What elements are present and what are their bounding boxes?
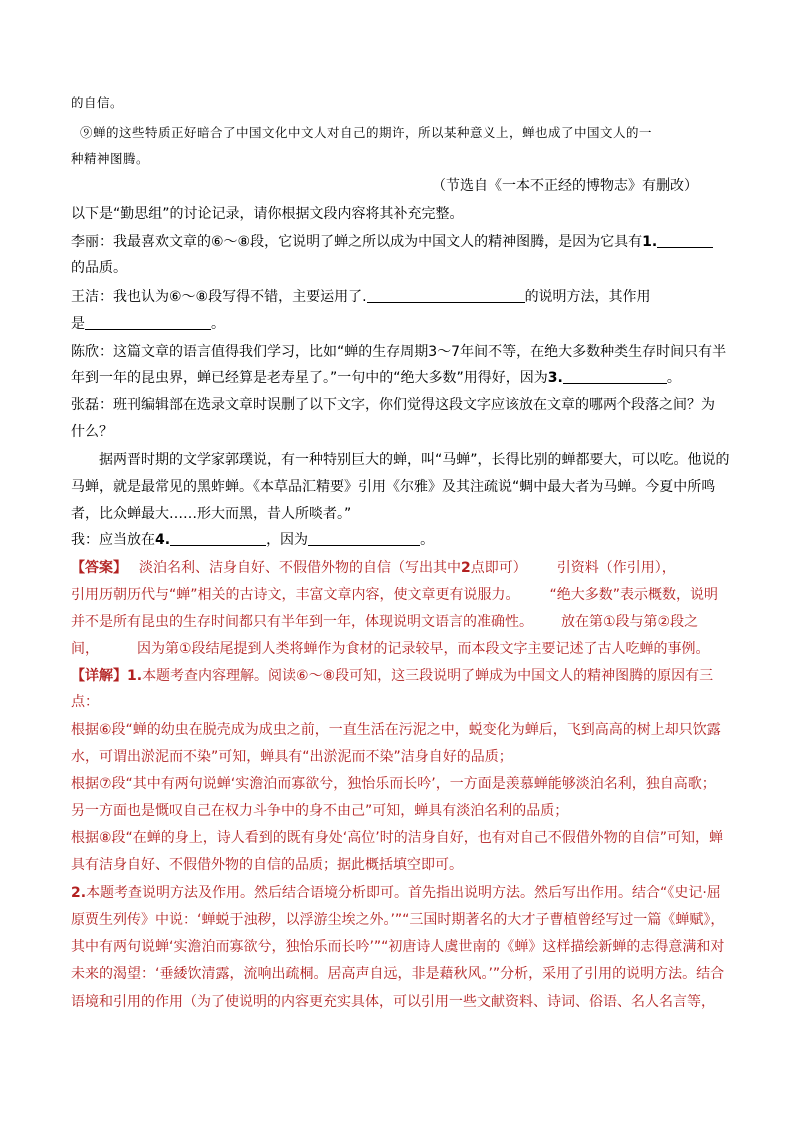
chenxin-line-2	[71, 368, 731, 388]
detail-2: 本题考查说明方法及作用。然后结合语境分析即可。首先指出说明方法。然后写出作用。结合“《史记·屈	[86, 885, 721, 901]
detail-1: 本题考查内容理解。阅读⑥～⑧段可知，这三段说明了蝉成为中国文人的精神图腾的原因有三	[142, 668, 714, 684]
detail-line-3: 根据⑥段“蝉的幼虫在脱壳成为成虫之前，一直生活在污泥之中，蜕变化为蝉后，飞到高高的树上却只饮露	[71, 722, 721, 738]
task-intro: 以下是“勤思组”的讨论记录，请你根据文段内容将其补充完整。	[71, 206, 464, 222]
detail-line-10: 原贾生列传》中说：‘蝉蜕于浊秽，以浮游尘埃之外。’”“三国时期著名的大才子曹植曾经写过一篇《蝉赋》，	[71, 912, 725, 928]
wangjie-text-4: 。	[211, 316, 225, 332]
wangjie-text-2: 的说明方法，其作用	[524, 289, 651, 305]
blank-2[interactable]	[367, 288, 525, 303]
blank-1[interactable]	[657, 233, 713, 248]
answer-line-4	[71, 639, 731, 659]
wangjie-line-1	[71, 287, 731, 307]
detail-line-5: 根据⑦段“其中有两句说蝉‘实澹泊而寡欲兮，独怡乐而长吟’，一方面是羡慕蝉能够淡泊名利，独自高歌；	[71, 776, 716, 792]
wangjie-text-3: 是	[71, 316, 85, 332]
wangjie-line-2	[71, 314, 731, 334]
chenxin-line-1: 陈欣：这篇文章的语言值得我们学习，比如“蝉的生存周期3～7年间不等，在绝大多数种类生存时间只有半	[71, 344, 727, 360]
blank-1-number: 1.	[642, 234, 658, 250]
detail-line-11: 其中有两句说蝉‘实澹泊而寡欲兮，独怡乐而长吟’”“初唐诗人虞世南的《蝉》这样描绘新蝉的志得意满和对	[71, 939, 725, 955]
detail-line-2: 点：	[71, 694, 99, 710]
deleted-text-line-1: 据两晋时期的文学家郭璞说，有一种特别巨大的蝉，叫“马蝉”，长得比别的蝉都要大，可以吃。他说的	[99, 452, 730, 468]
detail-line-1	[71, 666, 731, 686]
my-answer-line	[71, 530, 731, 550]
answer-4: 放在第①段与第②段之	[561, 614, 699, 630]
detail-line-12: 未来的渴望：‘垂緌饮清露，流响出疏桐。居高声自远，非是藉秋风。’”分析，采用了引用的说明方法。结合	[71, 966, 725, 982]
blank-3[interactable]	[563, 369, 667, 384]
detail-line-4: 水，可谓出淤泥而不染”可知，蝉具有“出淤泥而不染”洁身自好的品质；	[71, 749, 513, 765]
wangjie-text: 王洁：我也认为⑥～⑧段写得不错，主要运用了	[71, 289, 363, 305]
answer-2-detail: 引用历朝历代与“蝉”相关的古诗文，丰富文章内容，使文章更有说服力。	[71, 587, 520, 603]
detail-line-13: 语境和引用的作用（为了使说明的内容更充实具体，可以引用一些文献资料、诗词、俗语、名人名言等，	[71, 994, 715, 1010]
blank-3-number: 3.	[547, 370, 563, 386]
blank-4[interactable]	[170, 531, 266, 546]
passage-para-9-cont: 种精神图腾。	[71, 151, 150, 166]
blank-4-number: 4.	[155, 532, 171, 548]
answer-line-2	[71, 585, 731, 605]
passage-para-9: ⑨蝉的这些特质正好暗合了中国文化中文人对自己的期许，所以某种意义上，蝉也成了中国文人的一	[80, 125, 653, 140]
blank-2-number: .	[362, 289, 367, 305]
answer-1-tail: 点即可）	[470, 560, 527, 576]
chenxin-text-2: 。	[666, 370, 681, 386]
answer-4-detail: 因为第①段结尾提到人类将蝉作为食材的记录较早，而本段文字主要记述了古人吃蝉的事例。	[137, 641, 710, 657]
detail-line-9	[71, 883, 731, 903]
answer-1: 淡泊名利、洁身自好、不假借外物的自信（写出其中	[139, 560, 461, 576]
lili-text: 李丽：我最喜欢文章的⑥～⑧段，它说明了蝉之所以成为中国文人的精神图腾，是因为它具有	[71, 234, 643, 250]
lili-line-2: 的品质。	[71, 260, 127, 276]
detail-line-6: 另一方面也是慨叹自己在权力斗争中的身不由己”可知，蝉具有淡泊名利的品质；	[71, 803, 569, 819]
passage-source: （节选自《一本不正经的博物志》有删改）	[432, 178, 698, 194]
blank-2b[interactable]	[85, 315, 211, 330]
answer-line-1	[71, 558, 731, 578]
me-text-3: 。	[420, 532, 435, 548]
answer-3-detail: 并不是所有昆虫的生存时间都只有半年到一年，体现说明文语言的准确性。	[71, 614, 533, 630]
detail-2-number: 2.	[71, 885, 87, 901]
detail-1-number: 1.	[127, 668, 143, 684]
deleted-text-line-2: 马蝉，就是最常见的黑蚱蝉。《本草品汇精要》引用《尔雅》及其注疏说“蜩中最大者为马蝉。今夏中所鸣	[71, 479, 716, 495]
answer-4-a: 间，	[71, 641, 99, 657]
answer-line-3	[71, 612, 731, 632]
deleted-text-line-3: 者，比众蝉最大……形大而黑，昔人所啖者。”	[71, 506, 352, 522]
answer-1-count: 2	[461, 560, 471, 576]
me-text-2: ，因为	[266, 532, 309, 548]
answer-3: “绝大多数”表示概数，说明	[549, 587, 719, 603]
chenxin-text: 年到一年的昆虫界，蝉已经算是老寿星了。”一句中的“绝大多数”用得好，因为	[71, 370, 548, 386]
answer-2: 引资料（作引用），	[556, 560, 676, 576]
zhanglei-line-2: 什么？	[71, 424, 113, 440]
detail-label: 【详解】	[71, 668, 127, 684]
zhanglei-line-1: 张磊：班刊编辑部在选录文章时误删了以下文字，你们觉得这段文字应该放在文章的哪两个段落之间？为	[71, 397, 715, 413]
detail-line-8: 具有洁身自好、不假借外物的自信的品质；据此概括填空即可。	[71, 857, 463, 873]
me-text: 我：应当放在	[71, 532, 155, 548]
detail-line-7: 根据⑧段“在蝉的身上，诗人看到的既有身处‘高位’时的洁身自好，也有对自己不假借外物的自信”可知，蝉	[71, 830, 723, 846]
blank-4b[interactable]	[308, 531, 420, 546]
lili-line-1	[71, 232, 731, 252]
answer-label: 【答案】	[71, 560, 127, 576]
passage-tail: 的自信。	[71, 95, 124, 110]
